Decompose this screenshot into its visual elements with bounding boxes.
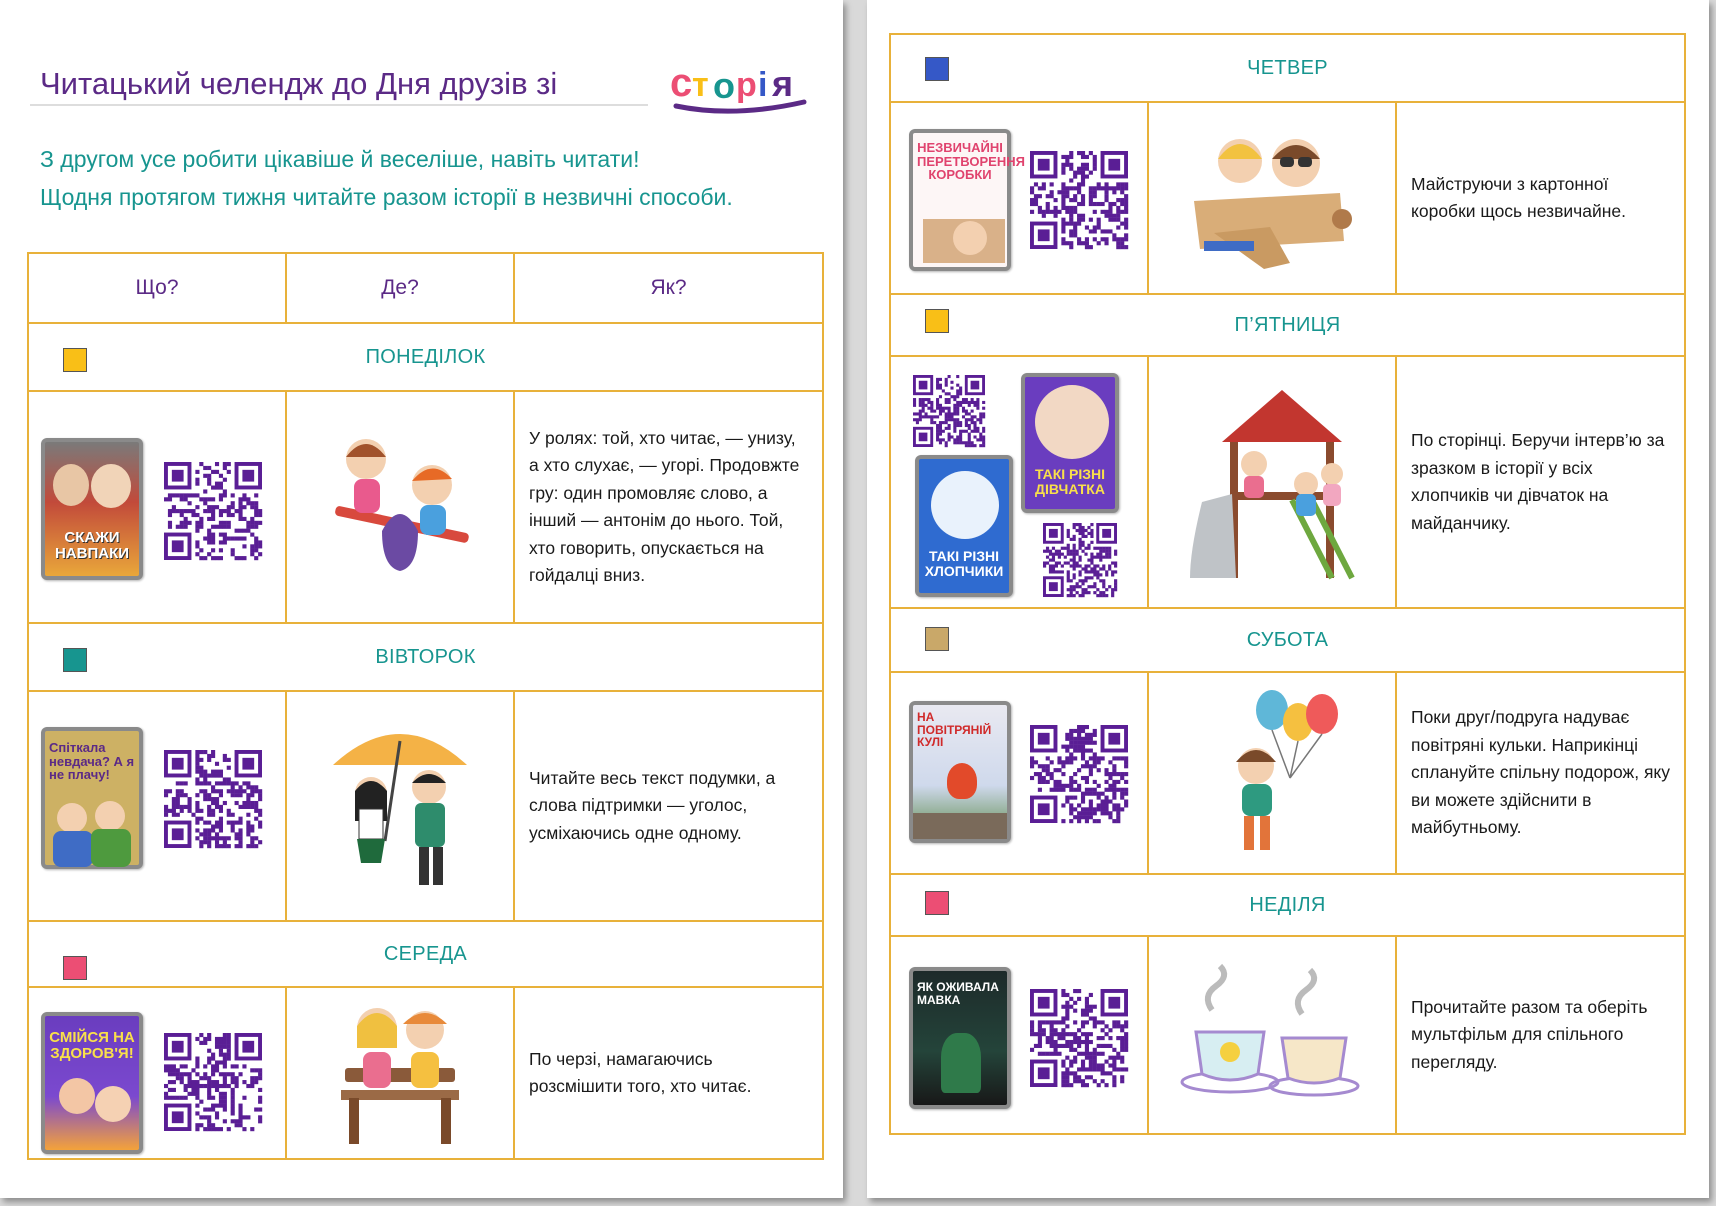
- day-row-saturday: [890, 608, 1685, 672]
- book-title: ТАКІ РІЗНІ ДІВЧАТКА: [1034, 466, 1106, 497]
- book-cover[interactable]: [909, 967, 1011, 1109]
- activity-row-thursday: [890, 102, 1685, 294]
- day-color-square: [925, 891, 949, 915]
- book-title: СКАЖИ НАВПАКИ: [54, 529, 130, 562]
- schedule-table-right: [889, 33, 1686, 1135]
- qr-code-icon[interactable]: [1030, 725, 1128, 823]
- day-header: [28, 323, 823, 391]
- balloon-girl-icon: [1202, 688, 1342, 858]
- day-row-wednesday: [28, 921, 823, 987]
- book-title: СМІЙСЯ НА ЗДОРОВ'Я!: [49, 1029, 135, 1062]
- book-cover[interactable]: [41, 438, 143, 580]
- tea-cups-icon: [1182, 970, 1362, 1100]
- how-text: Прочитайте разом та оберіть мультфільм для спільного перегляду.: [1396, 936, 1685, 1134]
- page-right: [867, 0, 1709, 1198]
- playground-icon: [1182, 382, 1362, 582]
- how-text: Поки друг/подруга надуває повітряні кульки. Наприкінці сплануйте спільну подорож, яку ви можете здійснити в майбутньому.: [1396, 672, 1685, 874]
- book-title: НЕЗВИЧАЙНІ ПЕРЕТВОРЕННЯ КОРОБКИ: [917, 140, 1025, 183]
- day-color-square: [63, 348, 87, 372]
- day-row-monday: [28, 323, 823, 391]
- qr-code-icon[interactable]: [1043, 523, 1117, 597]
- day-header: [890, 34, 1685, 102]
- book-cover[interactable]: [41, 727, 143, 869]
- book-title: ТАКІ РІЗНІ ХЛОПЧИКИ: [924, 548, 1004, 579]
- day-row-tuesday: [28, 623, 823, 691]
- day-row-thursday: [890, 34, 1685, 102]
- book-cover[interactable]: [1021, 373, 1119, 513]
- istoria-logo: [664, 58, 824, 116]
- qr-code-icon[interactable]: [164, 462, 262, 560]
- day-color-square: [925, 57, 949, 81]
- day-color-square: [63, 648, 87, 672]
- how-text: У ролях: той, хто читає, — унизу, а хто слухає, — угорі. Продовжте гру: один промовляє слово, а інший — антонім до нього. Той, хто говорить, опускається на гойдалці вниз.: [514, 391, 823, 623]
- book-cell: [890, 356, 1148, 608]
- svg-text:р: р: [736, 66, 757, 104]
- day-name: ЧЕТВЕР: [1247, 56, 1328, 79]
- svg-text:т: т: [692, 66, 709, 104]
- day-row-friday: [890, 294, 1685, 356]
- illustration-cell: [1148, 356, 1396, 608]
- illustration-cell: [286, 391, 514, 623]
- day-name: СЕРЕДА: [383, 942, 468, 965]
- book-title: НА ПОВІТРЯНІЙ КУЛІ: [917, 710, 992, 750]
- bench-kids-icon: [335, 998, 465, 1148]
- day-color-square: [925, 627, 949, 651]
- qr-code-icon[interactable]: [164, 1033, 262, 1131]
- day-name: СУБОТА: [1246, 628, 1329, 651]
- activity-row-tuesday: [28, 691, 823, 921]
- book-title: ЯК ОЖИВАЛА МАВКА: [917, 980, 999, 1007]
- day-color-square: [63, 956, 87, 980]
- qr-code-icon[interactable]: [164, 750, 262, 848]
- book-cell: [890, 936, 1148, 1134]
- book-cell: [890, 102, 1148, 294]
- how-text: По черзі, намагаючись розсмішити того, хто читає.: [514, 987, 823, 1159]
- qr-code-icon[interactable]: [913, 375, 985, 447]
- illustration-cell: [1148, 936, 1396, 1134]
- column-header-what: Що?: [28, 253, 286, 323]
- qr-code-icon[interactable]: [1030, 151, 1128, 249]
- how-text: Майструючи з картонної коробки щось незвичайне.: [1396, 102, 1685, 294]
- day-name: ВІВТОРОК: [375, 645, 476, 668]
- day-header: [890, 294, 1685, 356]
- illustration-cell: [286, 987, 514, 1159]
- qr-code-icon[interactable]: [1030, 989, 1128, 1087]
- day-color-square: [925, 309, 949, 333]
- illustration-cell: [286, 691, 514, 921]
- umbrella-kids-icon: [325, 721, 475, 891]
- book-cover[interactable]: [909, 129, 1025, 271]
- day-name: П’ЯТНИЦЯ: [1234, 313, 1341, 336]
- column-header-where: Де?: [286, 253, 514, 323]
- svg-text:о: о: [713, 65, 735, 106]
- day-header: [28, 623, 823, 691]
- book-cell: [28, 987, 286, 1159]
- title-divider: [30, 104, 648, 106]
- day-header: [890, 874, 1685, 936]
- book-cell: [890, 672, 1148, 874]
- how-text: Читайте весь текст подумки, а слова підтримки — уголос, усміхаючись одне одному.: [514, 691, 823, 921]
- activity-row-friday: [890, 356, 1685, 608]
- svg-text:я: я: [772, 63, 794, 104]
- how-text: По сторінці. Беручи інтерв’ю за зразком в історії у всіх хлопчиків чи дівчаток на майданчику.: [1396, 356, 1685, 608]
- svg-text:с: с: [670, 61, 693, 105]
- column-header-how: Як?: [514, 253, 823, 323]
- book-cover[interactable]: [909, 701, 1011, 843]
- book-cover[interactable]: [915, 455, 1013, 597]
- page-left: [0, 0, 843, 1198]
- page-title: Читацький челендж до Дня друзів зі: [40, 66, 558, 101]
- day-row-sunday: [890, 874, 1685, 936]
- schedule-table-left: [27, 252, 824, 1160]
- book-cover[interactable]: [41, 1012, 143, 1154]
- column-header-row: [28, 253, 823, 323]
- book-cell: [28, 691, 286, 921]
- illustration-cell: [1148, 672, 1396, 874]
- illustration-cell: [1148, 102, 1396, 294]
- cardboard-plane-kids-icon: [1184, 123, 1360, 273]
- book-title: Спіткала невдача? А я не плачу!: [49, 740, 135, 783]
- intro-line-2: Щодня протягом тижня читайте разом історії в незвичні способи.: [40, 184, 733, 210]
- activity-row-sunday: [890, 936, 1685, 1134]
- day-header: [890, 608, 1685, 672]
- activity-row-saturday: [890, 672, 1685, 874]
- intro-line-1: З другом усе робити цікавіше й веселіше, навіть читати!: [40, 146, 640, 172]
- day-header: [28, 921, 823, 987]
- book-cell: [28, 391, 286, 623]
- day-name: ПОНЕДІЛОК: [365, 345, 486, 368]
- svg-text:і: і: [758, 66, 768, 104]
- activity-row-monday: [28, 391, 823, 623]
- activity-row-wednesday: [28, 987, 823, 1159]
- seesaw-kids-icon: [320, 427, 480, 587]
- day-name: НЕДІЛЯ: [1249, 893, 1326, 916]
